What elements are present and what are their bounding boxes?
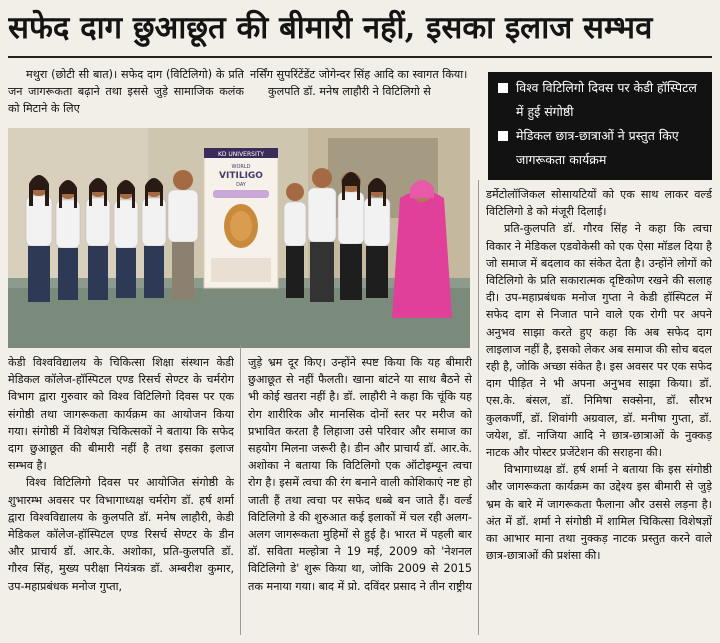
society-paragraph: डर्मेटोलॉजिकल सोसायटियों को एक साथ लाकर वर्ल्ड विटिलिगो डे को मंजूरी दिलाई। xyxy=(486,188,712,219)
middle-column xyxy=(248,354,472,638)
intro-column xyxy=(8,66,244,126)
headline-rule xyxy=(8,56,712,58)
vc-paragraph-start: कुलपति डॉ. मनेष लाहौरी ने विटिलिगो से xyxy=(268,85,431,99)
lead-paragraph: केडी विश्वविद्यालय के चिकित्सा शिक्षा संस्थान केडी मेडिकल कॉलेज-हॉस्पिटल एण्ड रिसर्च सेण्टर के चर्मरोग विभाग द्वारा गुरुवार को विश्व विटिलिगो दिवस पर एक संगोष्ठी तथा जागरूकता कार्यक्रम का आयोजन किया गया। संगोष्ठी में विशेषज्ञ चिकित्सकों ने बताया कि सफेद दाग छुआछूत की बीमारी नहीं है तथा इसका इलाज सम्भव है। xyxy=(8,356,234,473)
vitiligo-banner xyxy=(204,148,278,288)
woman-in-pink xyxy=(392,180,452,318)
event-photo xyxy=(8,128,470,348)
subhead-item: मेडिकल छात्र-छात्राओं ने प्रस्तुत किए जागरूकता कार्यक्रम xyxy=(494,124,706,172)
hod-paragraph: विभागाध्यक्ष डॉ. हर्ष शर्मा ने बताया कि इस संगोष्ठी और जागरूकता कार्यक्रम का उद्देश्य इस बीमारी से जुड़े भ्रम के बारे में जागरूकता फैलाना और उससे लड़ना है। अंत में डॉ. शर्मा ने संगोष्ठी में शामिल चिकित्सा विशेषज्ञों का आभार माना तथा नुक्कड़ नाटक प्रस्तुत करने वाले छात्र-छात्राओं की प्रशंसा की। xyxy=(486,463,712,563)
pro-vc-paragraph: प्रति-कुलपति डॉ. गौरव सिंह ने कहा कि त्वचा विकार ने मेडिकल एडवोकेसी को एक ऐसा मॉडल दिया है जो समाज में बदलाव का संकेत देता है। उन्होंने लोगों को विटिलिगो के प्रति सकारात्मक दृष्टिकोण रखने की सलाह दी। उप-महाप्रबंधक मनोज गुप्ता ने केडी हॉस्पिटल में सफेद दाग से निजात पाने वाले एक रोगी पर अपने अनुभव साझा करते हुए कहा कि अब सफेद दाग लाइलाज नहीं है, इसको लेकर अब समाज की सोच बदल रही है, जोकि अच्छा संकेत है। इस अवसर पर एक सफेद दाग पीड़ित ने भी अपना अनुभव साझा किया। डॉ. एस.के. बंसल, डॉ. निमिषा सक्सेना, डॉ. सौरभ कुलकर्णी, डॉ. शिवांगी अग्रवाल, डॉ. मनीषा गुप्ता, डॉ. जयेश, डॉ. नाजिया आदि ने छात्र-छात्राओं के नुक्कड़ नाटक और पोस्टर प्रजेंटेशन की सराहना की। xyxy=(486,222,712,460)
right-column xyxy=(486,186,712,638)
intro-paragraph: मथुरा (छोटी सी बात)। सफेद दाग (विटिलिगो) के प्रति जन जागरूकता बढ़ाने तथा इससे जुड़े सामाजिक कलंक को मिटाने के लिए xyxy=(8,68,244,116)
svg-text:WORLD: WORLD xyxy=(231,164,251,170)
inauguration-paragraph: विश्व विटिलिगो दिवस पर आयोजित संगोष्ठी के शुभारम्भ अवसर पर विभागाध्यक्ष चर्मरोग डॉ. हर्ष शर्मा द्वारा विश्वविद्यालय के कुलपति डॉ. मनेष लाहौरी, केडी मेडिकल कॉलेज-हॉस्पिटल एण्ड रिसर्च सेण्टर के डीन और प्राचार्य डॉ. आर.के. अशोका, प्रति-कुलपति डॉ. गौरव सिंह, मुख्य परीक्षा नियंत्रक डॉ. अम्बरीश कुमार, उप-महाप्रबंधक मनोज गुप्ता, xyxy=(8,476,234,593)
column-divider xyxy=(478,180,479,635)
square-bullet-icon xyxy=(498,131,508,141)
square-bullet-icon xyxy=(498,83,508,93)
vc-paragraph: जुड़े भ्रम दूर किए। उन्होंने स्पष्ट किया कि यह बीमारी छुआछूत से नहीं फैलती। खाना बांटने या साथ बैठने से भी कोई खतरा नहीं है। डॉ. लाहौरी ने कहा कि चूंकि यह रोग शारीरिक और मानसिक दोनों स्तर पर मरीज को प्रभावित करता है लिहाजा उसे परिवार और समाज का सहयोग मिलना जरूरी है। डीन और प्राचार्य डॉ. आर.के. अशोका ने बताया कि विटिलिगो एक ऑटोइम्यून त्वचा रोग है। इसमें त्वचा की रंग बनाने वाली कोशिकाएं नष्ट हो जाती हैं तथा त्वचा पर सफेद धब्बे बन जाते हैं। वर्ल्ड विटिलिगो डे की शुरुआत कई इलाकों में चल रही अलग-अलग जागरूकता मुहिमों से हुई है। भारत में पहली बार डॉ. सविता मल्होत्रा ने 19 मई, 2009 को 'नेशनल विटिलिगो डे' शुरू किया था, जोकि 2009 से 2015 तक मनाया गया। बाद में प्रो. दविंदर प्रसाद ने तीन राष्ट्रीय xyxy=(248,356,472,593)
left-column xyxy=(8,354,234,638)
headline: सफेद दाग छुआछूत की बीमारी नहीं, इसका इलाज सम्भव xyxy=(8,10,653,46)
intro-column-2 xyxy=(250,66,478,126)
column-divider xyxy=(240,345,241,635)
photo-illustration xyxy=(8,128,470,348)
svg-text:VITILIGO: VITILIGO xyxy=(219,171,263,181)
svg-text:DAY: DAY xyxy=(236,182,246,188)
welcome-paragraph: नर्सिंग सुपरिंटेंडेंट जोगेन्दर सिंह आदि का स्वागत किया। xyxy=(250,68,468,81)
subhead-item: विश्व विटिलिगो दिवस पर केडी हॉस्पिटल में हुई संगोष्ठी xyxy=(494,76,706,124)
subheadline-box xyxy=(488,72,712,180)
svg-text:KD UNIVERSITY: KD UNIVERSITY xyxy=(217,151,265,158)
